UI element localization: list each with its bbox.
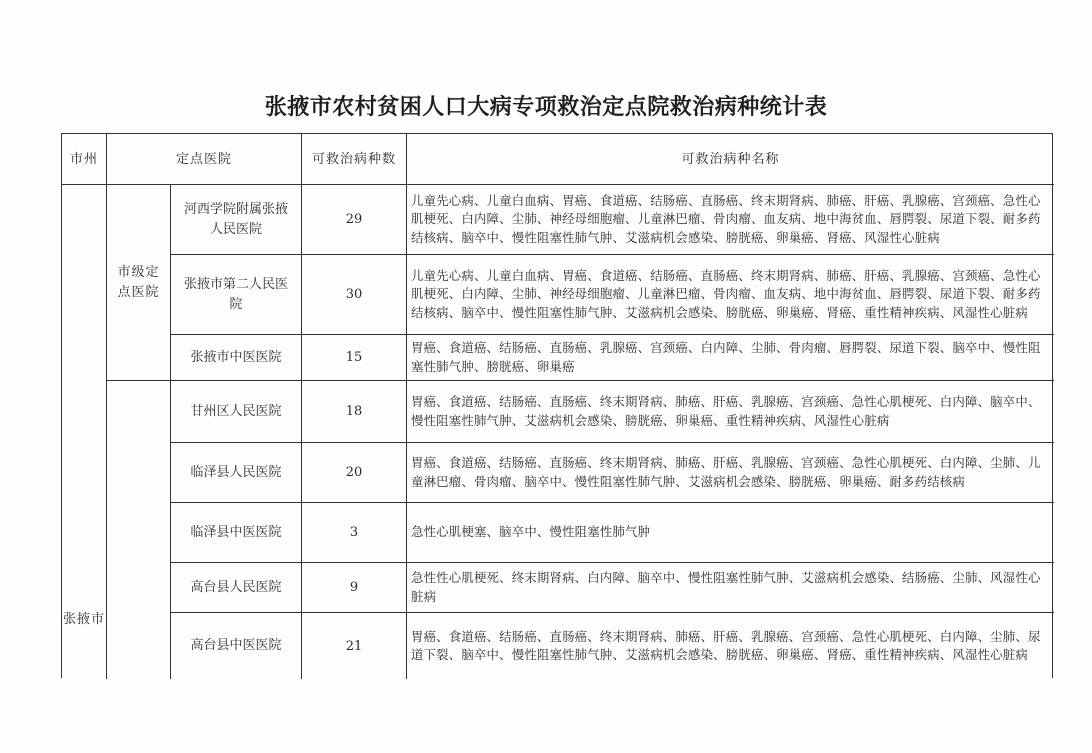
disease-count: 9 [302,563,407,613]
header-hospital: 定点医院 [107,134,302,185]
hospital-name: 河西学院附属张掖人民医院 [171,185,302,255]
header-count: 可救治病种数 [302,134,407,185]
disease-count: 21 [302,613,407,679]
disease-count: 30 [302,255,407,335]
statistics-table [61,133,1053,678]
disease-list: 急性心肌梗塞、脑卒中、慢性阻塞性肺气肿 [407,503,1054,563]
hospital-name: 高台县中医医院 [171,613,302,679]
disease-list: 急性性心肌梗死、终末期肾病、白内障、脑卒中、慢性阻塞性肺气肿、艾滋病机会感染、结肠癌、尘肺、风湿性心脏病 [407,563,1054,613]
disease-list: 胃癌、食道癌、结肠癌、直肠癌、终末期肾病、肺癌、肝癌、乳腺癌、宫颈癌、急性心肌梗死、白内障、尘肺、尿道下裂、脑卒中、慢性阻塞性肺气肿、艾滋病机会感染、膀胱癌、卵巢癌、肾癌、重性精神疾病、风湿性心脏病 [411,628,1041,662]
header-diseases: 可救治病种名称 [407,134,1054,185]
county-level-cell [107,381,171,679]
disease-list: 儿童先心病、儿童白血病、胃癌、食道癌、结肠癌、直肠癌、终末期肾病、肺癌、肝癌、乳腺癌、宫颈癌、急性心肌梗死、白内障、尘肺、神经母细胞瘤、儿童淋巴瘤、骨肉瘤、血友病、地中海贫血、唇腭裂、尿道下裂、耐多药结核病、脑卒中、慢性阻塞性肺气肿、艾滋病机会感染、膀胱癌、卵巢癌、肾癌、重性精神疾病、风湿性心脏病 [407,255,1054,335]
disease-list: 胃癌、食道癌、结肠癌、直肠癌、终末期肾病、肺癌、肝癌、乳腺癌、宫颈癌、急性心肌梗死、白内障、脑卒中、慢性阻塞性肺气肿、艾滋病机会感染、膀胱癌、卵巢癌、重性精神疾病、风湿性心脏病 [407,381,1054,443]
hospital-name: 临泽县中医医院 [171,503,302,563]
hospital-name: 张掖市第二人民医院 [171,255,302,335]
hospital-name: 张掖市中医医院 [171,335,302,381]
disease-list: 胃癌、食道癌、结肠癌、直肠癌、乳腺癌、宫颈癌、白内障、尘肺、骨肉瘤、唇腭裂、尿道下裂、脑卒中、慢性阻塞性肺气肿、膀胱癌、卵巢癌 [407,335,1054,381]
header-city: 市州 [62,134,107,185]
hospital-name: 临泽县人民医院 [171,443,302,503]
disease-list: 胃癌、食道癌、结肠癌、直肠癌、终末期肾病、肺癌、肝癌、乳腺癌、宫颈癌、急性心肌梗死、白内障、尘肺、儿童淋巴瘤、骨肉瘤、脑卒中、慢性阻塞性肺气肿、艾滋病机会感染、膀胱癌、卵巢癌、耐多药结核病 [407,443,1054,503]
page-title: 张掖市农村贫困人口大病专项救治定点院救治病种统计表 [264,94,828,120]
disease-count: 20 [302,443,407,503]
disease-count: 3 [302,503,407,563]
hospital-name: 高台县人民医院 [171,563,302,613]
disease-list: 儿童先心病、儿童白血病、胃癌、食道癌、结肠癌、直肠癌、终末期肾病、肺癌、肝癌、乳腺癌、宫颈癌、急性心肌梗死、白内障、尘肺、神经母细胞瘤、儿童淋巴瘤、骨肉瘤、血友病、地中海贫血、唇腭裂、尿道下裂、耐多药结核病、脑卒中、慢性阻塞性肺气肿、艾滋病机会感染、膀胱癌、卵巢癌、肾癌、风湿性心脏病 [407,185,1054,255]
disease-count: 18 [302,381,407,443]
hospital-name: 甘州区人民医院 [171,381,302,443]
disease-count: 15 [302,335,407,381]
disease-count: 29 [302,185,407,255]
city-level-cell: 市级定点医院 [107,185,171,381]
city-cell: 张掖市 [62,185,107,679]
